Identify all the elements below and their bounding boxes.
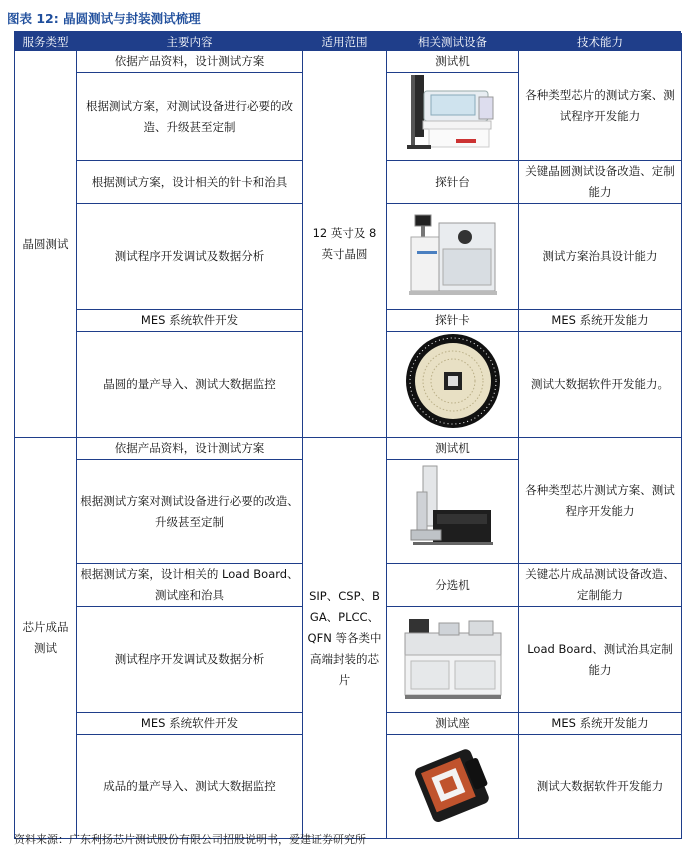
- prober-photo: [403, 207, 503, 299]
- service-type-chip: 芯片成品测试: [15, 438, 77, 839]
- capability-cell: 测试方案治具设计能力: [519, 204, 682, 310]
- capability-cell: MES 系统开发能力: [519, 713, 682, 735]
- capability-cell: MES 系统开发能力: [519, 310, 682, 332]
- equipment-label: 测试机: [387, 51, 519, 73]
- capability-cell: 各种类型芯片的测试方案、测试程序开发能力: [519, 51, 682, 161]
- content-cell: MES 系统软件开发: [77, 310, 303, 332]
- table-row: [15, 51, 682, 73]
- header-capability: 技术能力: [519, 34, 682, 51]
- probe-card-photo: [404, 332, 502, 430]
- equipment-image-cell: [387, 332, 519, 438]
- content-cell: 依据产品资料，设计测试方案: [77, 438, 303, 460]
- header-scope: 适用范围: [303, 34, 387, 51]
- table-row: [15, 438, 682, 460]
- header-row: [15, 34, 682, 51]
- equipment-image-cell: [387, 735, 519, 839]
- capability-cell: 测试大数据软件开发能力。: [519, 332, 682, 438]
- content-cell: 测试程序开发调试及数据分析: [77, 607, 303, 713]
- equipment-image-cell: [387, 204, 519, 310]
- equipment-label: 探针卡: [387, 310, 519, 332]
- header-main-content: 主要内容: [77, 34, 303, 51]
- content-cell: 依据产品资料，设计测试方案: [77, 51, 303, 73]
- header-service-type: 服务类型: [15, 34, 77, 51]
- content-cell: 根据测试方案，设计相关的针卡和治具: [77, 161, 303, 204]
- content-cell: 晶圆的量产导入、测试大数据监控: [77, 332, 303, 438]
- handler-photo: [399, 609, 507, 703]
- content-cell: 根据测试方案，对测试设备进行必要的改造、升级甚至定制: [77, 73, 303, 161]
- scope-chip: SIP、CSP、BGA、PLCC、QFN 等各类中高端封装的芯片: [303, 438, 387, 839]
- content-cell: 根据测试方案对测试设备进行必要的改造、升级甚至定制: [77, 460, 303, 564]
- capability-cell: 关键晶圆测试设备改造、定制能力: [519, 161, 682, 204]
- final-tester-photo: [403, 462, 503, 554]
- figure-number: 图表 12:: [7, 11, 59, 26]
- content-cell: 成品的量产导入、测试大数据监控: [77, 735, 303, 839]
- equipment-label: 测试座: [387, 713, 519, 735]
- service-type-wafer: 晶圆测试: [15, 51, 77, 438]
- testing-table: [14, 33, 682, 839]
- capability-cell: 测试大数据软件开发能力: [519, 735, 682, 839]
- tester-machine-photo: [401, 73, 505, 153]
- scope-wafer: 12 英寸及 8 英寸晶圆: [303, 51, 387, 438]
- equipment-image-cell: [387, 607, 519, 713]
- content-cell: MES 系统软件开发: [77, 713, 303, 735]
- header-equipment: 相关测试设备: [387, 34, 519, 51]
- equipment-label: 分选机: [387, 564, 519, 607]
- capability-cell: Load Board、测试治具定制能力: [519, 607, 682, 713]
- test-socket-photo: [405, 738, 501, 828]
- content-cell: 根据测试方案，设计相关的 Load Board、测试座和治具: [77, 564, 303, 607]
- capability-cell: 关键芯片成品测试设备改造、定制能力: [519, 564, 682, 607]
- equipment-image-cell: [387, 73, 519, 161]
- capability-cell: 各种类型芯片测试方案、测试程序开发能力: [519, 438, 682, 564]
- equipment-image-cell: [387, 460, 519, 564]
- content-cell: 测试程序开发调试及数据分析: [77, 204, 303, 310]
- figure-title-text: 晶圆测试与封装测试梳理: [63, 11, 201, 26]
- equipment-label: 测试机: [387, 438, 519, 460]
- equipment-label: 探针台: [387, 161, 519, 204]
- figure-title: [7, 9, 201, 27]
- source-note: 资料来源：广东利扬芯片测试股份有限公司招股说明书，爱建证券研究所: [14, 833, 366, 846]
